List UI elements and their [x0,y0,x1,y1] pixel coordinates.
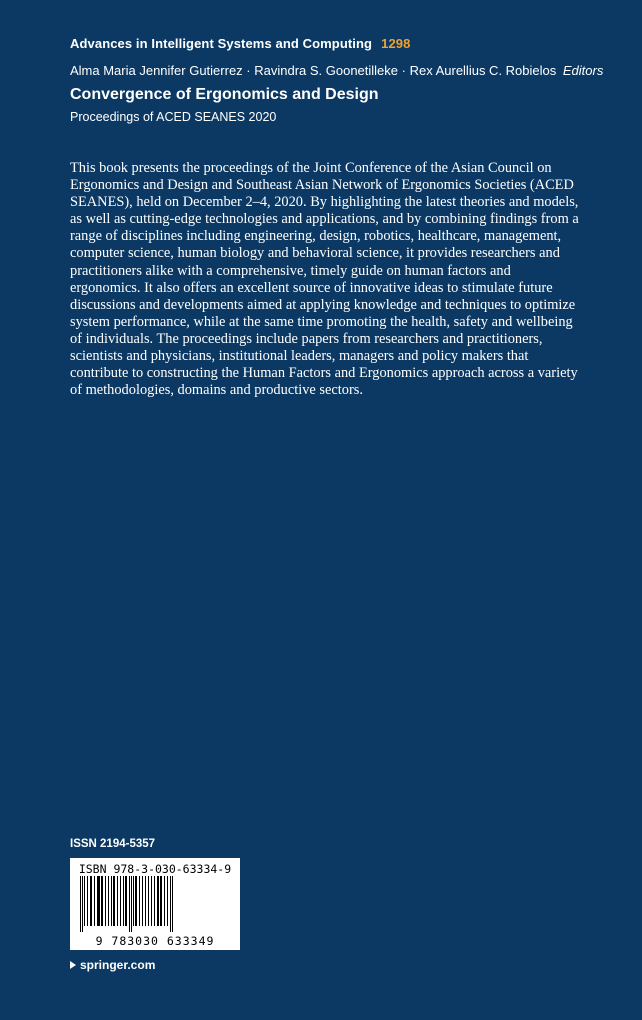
barcode-bar [160,876,162,926]
barcode-bar [101,876,103,926]
barcode-bar [133,876,134,926]
barcode-bar [131,876,132,932]
editors-role: Editors [562,63,604,78]
barcode [70,858,240,950]
arrow-right-icon [70,961,76,969]
issn: ISSN 2194-5357 [70,838,156,850]
barcode-bar [129,876,130,932]
barcode-bar [87,876,88,926]
barcode-bar [157,876,159,926]
barcode-bar [123,876,124,926]
editor-names: Alma Maria Jennifer Gutierrez · Ravindra S. Goonetilleke · Rex Aurellius C. Robielos [70,63,557,78]
barcode-bar [84,876,85,926]
barcode-bar [151,876,152,926]
barcode-bar [170,876,171,932]
barcode-bar [125,876,127,926]
barcode-bar [139,876,140,926]
book-title: Convergence of Ergonomics and Design [70,86,379,103]
barcode-bar [117,876,118,926]
series-name: Advances in Intelligent Systems and Computing [70,36,373,51]
barcode-bar [120,876,121,926]
barcode-bar [97,876,100,926]
barcode-bar [111,876,112,926]
barcode-bar [172,876,173,932]
barcode-bars [78,876,232,932]
barcode-bar [94,876,95,926]
barcode-bar [135,876,137,926]
barcode-bar [113,876,115,926]
barcode-bar [164,876,165,926]
barcode-bar [145,876,146,926]
barcode-bar [82,876,83,932]
isbn-label: ISBN 978-3-030-63334-9 [78,862,232,876]
barcode-bar [90,876,92,926]
barcode-bar [167,876,168,926]
barcode-bar [80,876,81,932]
barcode-bar [105,876,106,926]
barcode-bar [154,876,155,926]
editors-line [70,63,603,78]
book-description: This book presents the proceedings of the Joint Conference of the Asian Council on Ergonomics and Design and Southeast Asian Network of Ergonomics Societies (ACED SEANES), held on December 2–4, 2020. By highlighting the latest theories and models, as well as cutting-edge technologies and applications, and by combining findings from a range of disciplines including engineering, design, robotics, healthcare, management, computer science, human biology and behavioral science, it provides researchers and practitioners alike with a comprehensive, timely guide on human factors and ergonomics. It also offers an excellent source of innovative ideas to stimulate future discussions and developments aimed at applying knowledge and techniques to optimize system performance, while at the same time promoting the health, safety and wellbeing of individuals. The proceedings include papers from researchers and practitioners, scientists and physicians, institutional leaders, managers and policy makers that contribute to constructing the Human Factors and Ergonomics approach across a variety of methodologies, domains and productive sectors. [70,160,579,399]
isbn-digits: 9 783030 633349 [95,934,215,948]
series-line [70,36,410,51]
publisher-link-text[interactable]: springer.com [80,958,156,972]
barcode-bar [142,876,143,926]
series-number: 1298 [381,36,411,51]
barcode-bar [108,876,109,926]
book-subtitle: Proceedings of ACED SEANES 2020 [70,110,277,124]
barcode-bar [148,876,149,926]
publisher-link[interactable] [70,958,155,972]
